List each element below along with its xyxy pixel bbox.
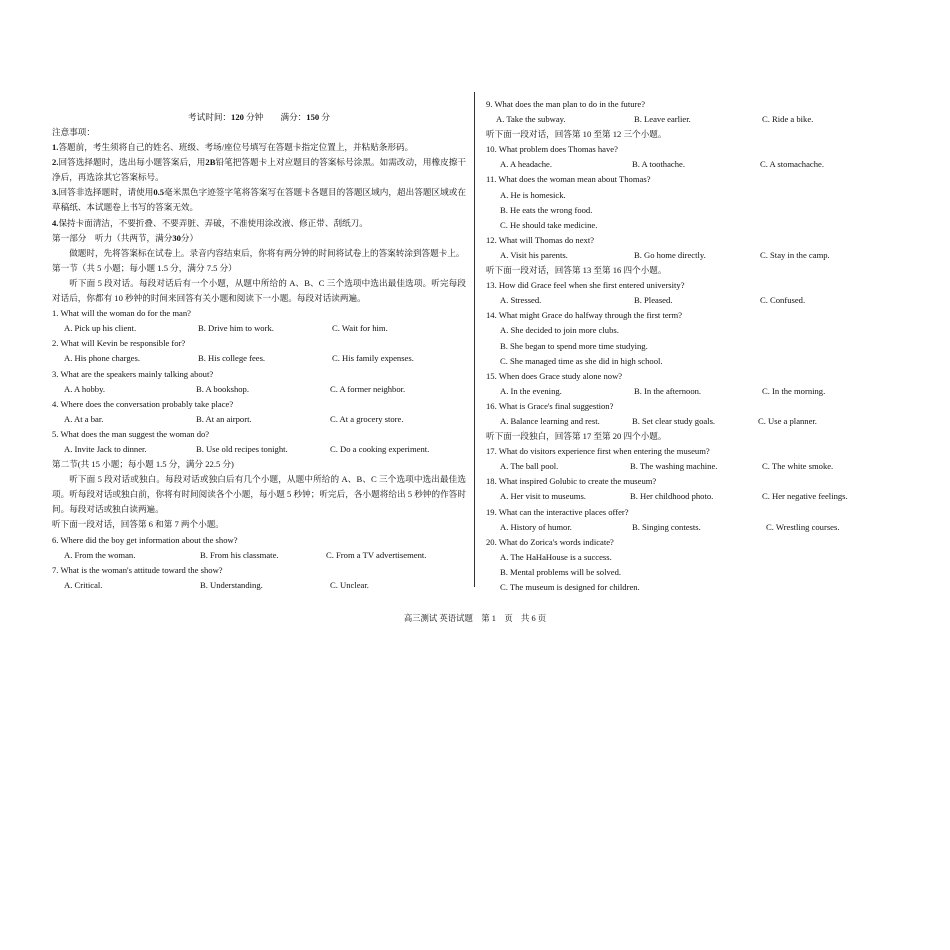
question-options: A. Balance learning and rest. B. Set clear study goals. C. Use a planner. [500,415,817,426]
option-b: B. Mental problems will be solved. [500,566,622,577]
part1-title: 第一部分 听力（共两节，满分30分） [52,232,199,243]
option-c: C. The museum is designed for children. [500,582,640,592]
question-options: A. Stressed. B. Pleased. C. Confused. [500,295,806,306]
option-b: B. She began to spend more time studying. [500,340,648,351]
question-stem: 9. What does the man plan to do in the future? [486,99,646,109]
page-footer [0,612,950,624]
exam-header [52,110,466,125]
question-options: A. His phone charges. B. His college fees. C. His family expenses. [64,353,414,364]
question-stem: 16. What is Grace's final suggestion? [486,400,614,411]
question-stem: 11. What does the woman mean about Thomas? [486,174,651,185]
question-stem: 4. Where does the conversation probably take place? [52,398,234,409]
question-options: A. Her visit to museums. B. Her childhood photo. C. Her negative feelings. [500,491,848,502]
option-c: C. She managed time as she did in high school. [500,355,663,366]
question-stem: 20. What do Zorica's words indicate? [486,536,614,547]
question-stem: 19. What can the interactive places offer? [486,506,629,517]
group-instruction: 听下面一段对话，回答第 6 和第 7 两个小题。 [52,519,224,530]
question-options: A. At a bar. B. At an airport. C. At a grocery store. [64,413,404,424]
questions-1-5 [52,306,466,457]
score-label: 满分： [280,112,307,122]
option-b: B. He eats the wrong food. [500,204,593,215]
question-options: A. Pick up his client. B. Drive him to work. C. Wait for him. [64,323,388,334]
question-options: A. Invite Jack to dinner. B. Use old recipes tonight. C. Do a cooking experiment. [64,443,430,454]
questions-6-7 [52,533,466,593]
question-stem: 7. What is the woman's attitude toward the show? [52,564,223,575]
notice-title: 注意事项： [52,127,95,137]
question-options: A. The ball pool. B. The washing machine. C. The white smoke. [500,461,834,472]
footer-total: 页 共 6 页 [504,614,547,623]
question-stem: 1. What will the woman do for the man? [52,308,191,319]
page-number: 1 [491,614,496,623]
option-a: A. He is homesick. [500,189,566,200]
question-stem: 2. What will Kevin be responsible for? [52,338,186,349]
time-value: 120 [231,112,244,122]
question-options: A. History of humor. B. Singing contests. C. Wrestling courses. [500,521,840,532]
question-stem: 15. When does Grace study alone now? [486,370,623,381]
group-instruction: 听下面一段独白，回答第 17 至第 20 四个小题。 [486,431,667,442]
footer-text: 高三测试 英语试题 第 [403,614,490,623]
notice-item-2: 2.回答选择题时，选出每小题答案后，用2B铅笔把答题卡上对应题目的答案标号涂黑。如需改动，用橡皮擦干净后，再选涂其它答案标号。 [52,157,466,183]
question-options: A. Take the subway. B. Leave earlier. C. Ride a bike. [496,114,814,125]
notice-block [52,125,466,593]
question-stem: 17. What do visitors experience first when entering the museum? [486,446,710,457]
question-options: A. Critical. B. Understanding. C. Unclear. [64,579,369,590]
section2-title: 第二节(共 15 小题；每小题 1.5 分，满分 22.5 分) [52,459,234,470]
question-stem: 5. What does the man suggest the woman do? [52,428,210,439]
column-divider [474,92,475,587]
score-unit: 分 [321,112,330,122]
notice-item-3: 3.回答非选择题时，请使用0.5毫米黑色字迹签字笔将答案写在答题卡各题目的答题区域内，超出答题区域或在草稿纸、本试题卷上书写的答案无效。 [52,187,466,213]
option-a: A. She decided to join more clubs. [500,325,619,336]
score-value: 150 [306,112,320,122]
question-stem: 6. Where did the boy get information about the show? [52,534,238,545]
question-options: A. A hobby. B. A bookshop. C. A former neighbor. [64,383,406,394]
group-instruction: 听下面一段对话，回答第 10 至第 12 三个小题。 [486,129,667,140]
group-instruction: 听下面一段对话，回答第 13 至第 16 四个小题。 [486,265,667,276]
question-stem: 10. What problem does Thomas have? [486,144,618,155]
question-options: A. From the woman. B. From his classmate. C. From a TV advertisement. [64,549,427,560]
question-options: A. A headache. B. A toothache. C. A stomachache. [500,159,824,170]
question-options: A. Visit his parents. B. Go home directly. C. Stay in the camp. [500,249,830,260]
section1-instruction: 听下面 5 段对话。每段对话后有一个小题，从题中所给的 A、B、C 三个选项中选出最佳选项。听完每段对话后，你都有 10 秒钟的时间来回答有关小题和阅读下一小题。每段对话读两遍。 [52,277,466,304]
time-unit: 分钟 [246,112,264,122]
part1-instruction: 做题时，先将答案标在试卷上。录音内容结束后，你将有两分钟的时间将试卷上的答案转涂到答题卡上。 [69,247,465,258]
question-stem: 13. How did Grace feel when she first entered university? [486,280,685,291]
question-stem: 3. What are the speakers mainly talking about? [52,368,214,379]
question-stem: 14. What might Grace do halfway through the first term? [486,310,683,321]
option-a: A. The HaHaHouse is a success. [500,551,612,562]
question-options: A. In the evening. B. In the afternoon. C. In the morning. [500,385,826,396]
notice-item-4: 4.保持卡面清洁，不要折叠、不要弄脏、弄破，不准使用涂改液、修正带、刮纸刀。 [52,217,368,228]
question-stem: 18. What inspired Golubic to create the museum? [486,476,657,487]
section2-instruction: 听下面 5 段对话或独白。每段对话或独白后有几个小题，从题中所给的 A、B、C 三个选项中选出最佳选项。听每段对话或独白前，你将有时间阅读各个小题，每小题 5 秒钟；听完后，各小题将给出 5 秒钟的作答时间。每段对话或独白读两遍。 [52,474,466,515]
time-label: 考试时间： [188,112,232,122]
option-c: C. He should take medicine. [500,219,598,230]
notice-item-1: 1.答题前，考生须将自己的姓名、班级、考场/座位号填写在答题卡指定位置上，并粘贴条形码。 [52,142,414,153]
section1-title: 第一节（共 5 小题；每小题 1.5 分，满分 7.5 分） [52,262,237,273]
question-stem: 12. What will Thomas do next? [486,234,595,245]
